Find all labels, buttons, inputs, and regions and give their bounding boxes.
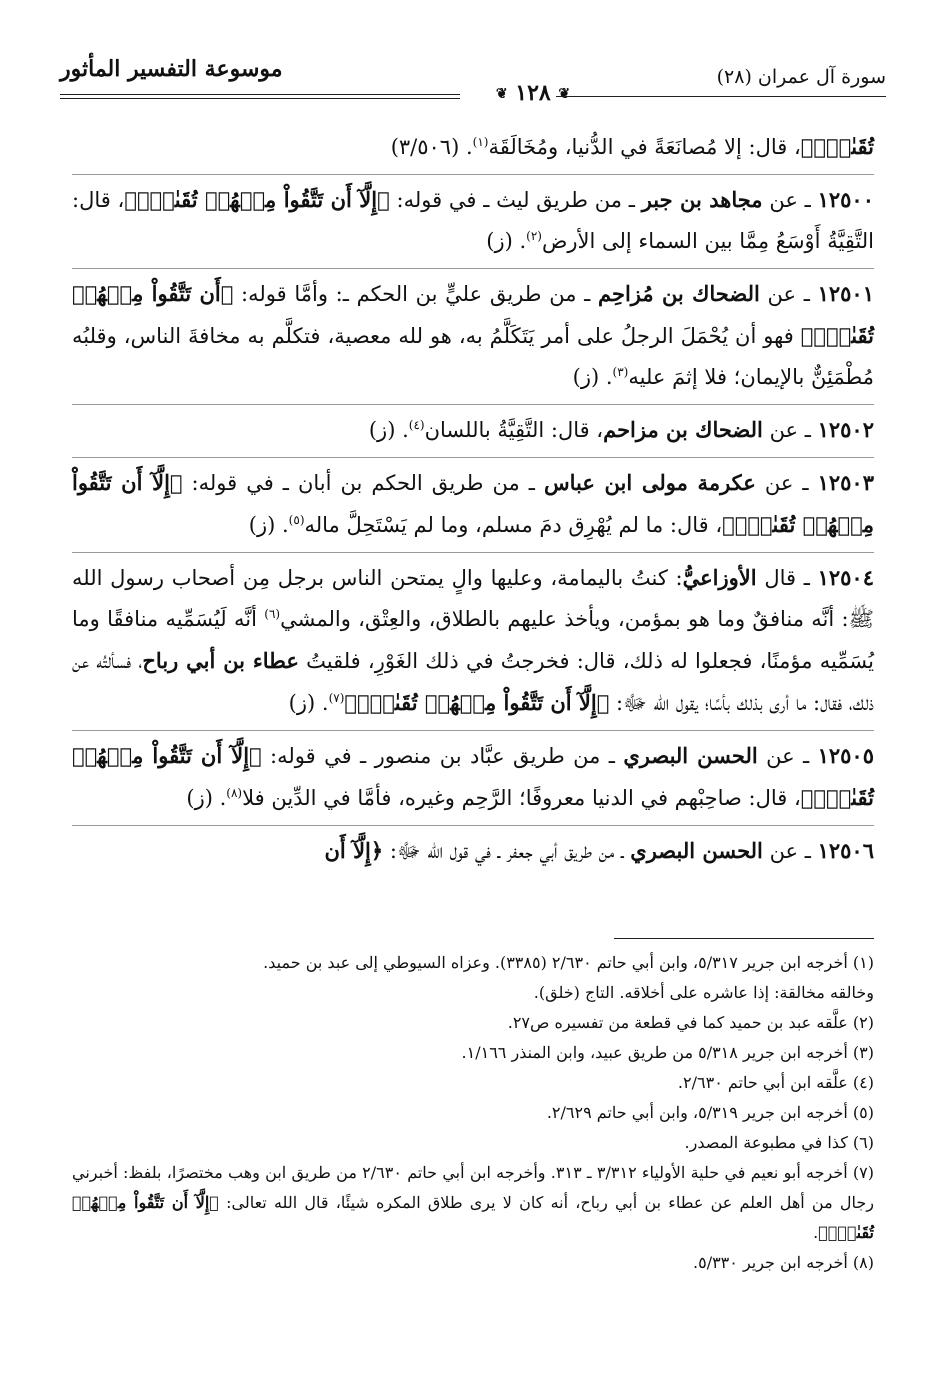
- narration-number: ١٢٥٠٣: [817, 470, 874, 495]
- narration-number: ١٢٥٠٢: [817, 417, 874, 442]
- text-segment: (٢) علَّقه عبد بن حميد كما في قطعة من تفسيره ص٢٧.: [507, 1013, 874, 1032]
- header-rule: [60, 98, 460, 99]
- main-text: [72, 122, 874, 878]
- narrator-name: الضحاك بن مزاحم: [603, 417, 763, 442]
- text-segment: ـ عن: [755, 471, 818, 495]
- text-segment: ، قال: ما لم يُهْرِق دمَ مسلم، وما لم يَسْتَحِلَّ ماله: [304, 513, 723, 537]
- footnote: [72, 978, 874, 1008]
- text-segment: .: [395, 418, 409, 442]
- quran-quote: ﴿إِلَّآ أَن تَتَّقُواْ مِنۡهُمۡ تُقَىٰةًۗ﴾: [72, 743, 874, 810]
- narrator-name: عكرمة مولى ابن عباس: [543, 470, 756, 495]
- text-segment: ، قال: التَّقِيَّةُ باللسان: [424, 418, 604, 442]
- footnote-separator: [614, 938, 874, 939]
- footnote: [72, 1158, 874, 1248]
- narration-number: ١٢٥٠٥: [817, 743, 874, 768]
- narration-paragraph: [72, 269, 874, 405]
- footnote: [72, 1128, 874, 1158]
- text-segment: (٥) أخرجه ابن جرير ٥/٣١٩، وابن أبي حاتم ٢/٦٢٩.: [546, 1103, 874, 1122]
- text-segment: ـ من طريق أبي جعفر ـ في قول الله ﷻ:: [383, 839, 631, 863]
- text-segment: ، فسألتُه عن ذلك، فقال: ما أرى بذلك بأسًا؛ يقول الله ﷻ:: [72, 649, 874, 715]
- text-segment: (٤) علَّقه ابن أبي حاتم ٢/٦٣٠.: [677, 1073, 874, 1092]
- book-title: موسوعة التفسير المأثور: [60, 56, 283, 82]
- header-rule: [556, 96, 886, 97]
- quran-quote: ﴿إِلَّآ أَن تَتَّقُواْ مِنۡهُمۡ تُقَىٰةًۗ﴾: [124, 187, 390, 212]
- footnote-ref: (٣): [612, 365, 629, 379]
- text-segment: أنَّه لَيُسَمِّيه منافقًا وما يُسَمِّيه مؤمنًا، فجعلوا له ذلك، قال: فخرجتُ في ذلك الغَوْرِ، فلقيتُ: [72, 607, 875, 673]
- narration-paragraph: [72, 553, 874, 731]
- narration-paragraph: [72, 826, 874, 878]
- text-segment: فهو أن يُحْمَلَ الرجلُ على أمر يَتَكَلَّمُ به، هو لله معصية، فتكلَّم به مخافةَ الناس، وقلبُه مُطْمَئِنٌّ بالإيمان؛ فلا إثمَ عليه: [72, 324, 874, 389]
- header-rule: [60, 94, 460, 95]
- narrator-name: عطاء بن أبي رباح: [142, 648, 299, 673]
- text-segment: : كنتُ باليمامة، وعليها والٍ يمتحن الناس برجل مِن أصحاب رسول الله ﷺ: أنَّه منافقٌ وما هو بمؤمن، ويأخذ عليهم بالطلاق، والعِتْق، والمشي: [72, 566, 874, 631]
- footnote: [72, 1008, 874, 1038]
- source-ref: (ز): [572, 365, 600, 389]
- page-number: ١٢٨: [515, 80, 551, 106]
- footnote-ref: (٢): [526, 229, 542, 243]
- text-segment: ـ عن: [762, 418, 818, 442]
- text-segment: .: [275, 513, 289, 537]
- narration-number: ١٢٥٠١: [817, 281, 874, 306]
- footnote: [72, 1038, 874, 1068]
- text-segment: .: [813, 1223, 819, 1242]
- footnote-ref: (٤): [408, 418, 425, 432]
- quran-quote: ﴿أَن تَتَّقُواْ مِنۡهُمۡ تُقَىٰةًۗ﴾: [72, 281, 874, 348]
- text-segment: ، قال: صاحِبْهم في الدنيا معروفًا؛ الرَّحِم وغيره، فأمَّا في الدِّين فلا: [242, 786, 801, 810]
- source-ref: (ز): [486, 229, 513, 253]
- source-ref: (ز): [368, 418, 396, 442]
- narration-number: ١٢٥٠٤: [817, 565, 874, 590]
- narration-paragraph: [72, 405, 874, 458]
- page-header: [60, 50, 886, 110]
- footnote: [72, 1098, 874, 1128]
- text-segment: ـ قال: [756, 566, 818, 590]
- text-segment: ـ عن: [762, 839, 818, 863]
- text-segment: .: [512, 229, 527, 253]
- quran-quote: ﴿إِلَّآ أَن تَتَّقُواْ مِنۡهُمۡ تُقَىٰةًۗ﴾: [344, 690, 610, 715]
- text-segment: ـ من طريق الحكم بن أبان ـ في قوله:: [182, 471, 544, 495]
- narrator-name: الأوزاعيُّ: [682, 565, 757, 590]
- footnotes: [72, 948, 874, 1278]
- ornament-icon: ❦: [495, 86, 508, 102]
- text-segment: (١) أخرجه ابن جرير ٥/٣١٧، وابن أبي حاتم ٢/٦٣٠ (٣٣٨٥). وعزاه السيوطي إلى عبد بن حميد.: [263, 953, 874, 972]
- quran-quote: ﴿إِلَّآ أَن تَتَّقُواْ مِنۡهُمۡ تُقَىٰةًۗ﴾: [72, 1193, 874, 1242]
- text-segment: ـ من طريق عبَّاد بن منصور ـ في قوله:: [261, 744, 624, 768]
- text-segment: ـ عن: [757, 744, 818, 768]
- narrator-name: الحسن البصري: [630, 838, 763, 863]
- narration-number: ١٢٥٠٦: [817, 838, 874, 863]
- narration-paragraph: [72, 175, 874, 269]
- text-segment: ـ من طريق ليث ـ في قوله:: [389, 188, 642, 212]
- footnote-ref: (٦): [264, 607, 281, 621]
- text-segment: (٨) أخرجه ابن جرير ٥/٣٣٠.: [693, 1253, 874, 1272]
- text-segment: ـ عن: [762, 188, 818, 212]
- surah-title: سورة آل عمران (٢٨): [716, 66, 886, 88]
- narrator-name: الحسن البصري: [623, 743, 758, 768]
- text-segment: ، قال: إلا مُصانَعَةً في الدُّنيا، ومُخَالَقَة: [488, 135, 801, 159]
- text-segment: .: [212, 786, 227, 810]
- source-ref: (ز): [186, 786, 213, 810]
- footnote-ref: (٥): [288, 513, 305, 527]
- text-segment: (٧) أخرجه أبو نعيم في حلية الأولياء ٣/٣١٢ ـ ٣١٣. وأخرجه ابن أبي حاتم ٢/٦٣٠ من طريق ابن وهب مختصرًا، بلفظ: أخبرني رجال من أهل العلم عن عطاء بن أبي رباح، أنه كان لا يرى طلاق المكره شيئًا، قال الله تعالى:: [72, 1163, 875, 1212]
- text-segment: .: [315, 691, 329, 715]
- quran-quote: ﴿إِلَّآ أَن تَتَّقُواْ مِنۡهُمۡ تُقَىٰةًۗ﴾: [72, 470, 874, 537]
- source-ref: (ز): [288, 691, 316, 715]
- text-segment: ـ من طريق عليٍّ بن الحكم ـ: وأمَّا قوله:: [233, 282, 598, 306]
- narration-number: ١٢٥٠٠: [817, 187, 874, 212]
- source-ref: (ز): [248, 513, 276, 537]
- narrator-name: الضحاك بن مُزاحِم: [597, 281, 760, 306]
- page-number-group: [478, 80, 588, 106]
- footnote-ref: (١): [472, 135, 489, 149]
- text-segment: ـ عن: [759, 282, 818, 306]
- quran-quote: تُقَىٰةًۗ﴾: [800, 134, 874, 159]
- text-segment: .: [599, 365, 613, 389]
- source-ref: (٣/٥٠٦): [390, 135, 460, 159]
- text-segment: (٦) كذا في مطبوعة المصدر.: [684, 1133, 874, 1152]
- text-segment: (٣) أخرجه ابن جرير ٥/٣١٨ من طريق عبيد، وابن المنذر ١/١٦٦.: [461, 1043, 874, 1062]
- ornament-icon: ❦: [558, 86, 571, 102]
- text-segment: ، قال: التَّقِيَّةُ أَوْسَعُ مِمَّا بين السماء إلى الأرض: [72, 188, 874, 253]
- text-segment: .: [459, 135, 473, 159]
- narration-paragraph: [72, 731, 874, 826]
- footnote: [72, 948, 874, 978]
- narrator-name: مجاهد بن جبر: [641, 187, 763, 212]
- narration-paragraph: [72, 458, 874, 553]
- footnote-ref: (٧): [328, 691, 345, 705]
- text-segment: وخالقه مخالقة: إذا عاشره على أخلاقه. التاج (خلق).: [533, 983, 874, 1002]
- quran-quote: ﴿إِلَّآ أَن: [324, 838, 384, 863]
- footnote-ref: (٨): [226, 786, 243, 800]
- footnote: [72, 1068, 874, 1098]
- footnote: [72, 1248, 874, 1278]
- narration-paragraph: [72, 122, 874, 175]
